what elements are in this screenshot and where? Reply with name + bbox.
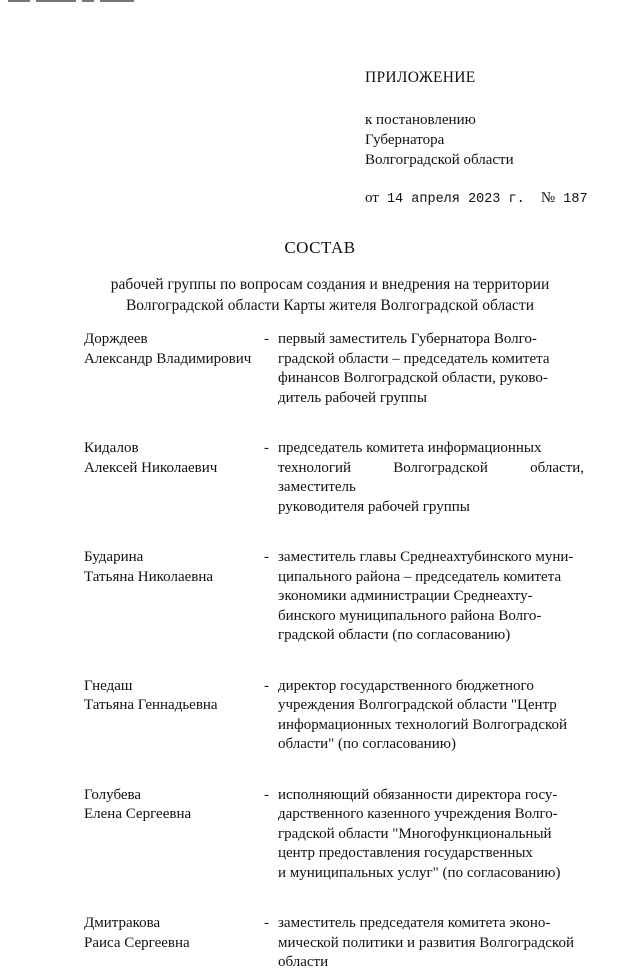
member-given-names: Татьяна Николаевна: [84, 568, 214, 585]
date-prefix: от: [365, 190, 379, 206]
member-name: [84, 330, 264, 408]
member-given-names: Раиса Сергеевна: [84, 934, 190, 951]
member-surname: Дорждеев: [84, 331, 148, 347]
decree-date: 14 апреля 2023 г.: [378, 192, 541, 207]
member-role: директор государственного бюджетного учреждения Волгоградской области "Центр информационных технологий Волгоградской области" (по согласованию): [278, 677, 568, 752]
member-entry: [84, 439, 584, 517]
member-name: [84, 548, 264, 646]
number-sign: №: [540, 190, 556, 206]
member-dash: -: [264, 786, 269, 803]
subtitle-line-1: рабочей группы по вопросам создания и внедрения на территории: [110, 276, 550, 293]
member-surname: Бударина: [84, 549, 144, 565]
appendix-block: [365, 68, 588, 210]
member-surname: Кидалов: [84, 440, 139, 456]
member-surname: Голубева: [84, 786, 142, 803]
member-entry: [84, 330, 584, 408]
member-role: председатель комитета информационных технологий Волгоградской области, заместитель руководителя рабочей группы: [278, 440, 584, 515]
member-dash: -: [264, 331, 269, 347]
member-given-names: Татьяна Геннадьевна: [84, 697, 218, 713]
appendix-title: ПРИЛОЖЕНИЕ: [365, 69, 476, 86]
member-dash: -: [264, 677, 269, 694]
member-role: заместитель главы Среднеахтубинского муни- ципального района – председатель комитета экономики администрации Среднеахту- бинского муниципального района Волго- градской области (по согласованию): [278, 549, 574, 643]
document-title: СОСТАВ: [284, 238, 356, 257]
member-entry: [84, 677, 584, 755]
member-entry: [84, 786, 584, 884]
member-name: [84, 439, 264, 517]
member-surname: Дмитракова: [84, 915, 161, 931]
appendix-line-1: к постановлению: [365, 112, 476, 128]
appendix-date-line: [365, 188, 588, 210]
document-subtitle: [100, 274, 560, 316]
member-given-names: Александр Владимирович: [84, 350, 252, 367]
member-given-names: Елена Сергеевна: [84, 806, 192, 822]
member-name: [84, 914, 264, 973]
appendix-line-3: Волгоградской области: [365, 152, 514, 168]
decree-number: 187: [555, 192, 588, 207]
member-name: [84, 677, 264, 755]
subtitle-line-2: Волгоградской области Карты жителя Волгоградской области: [125, 297, 535, 314]
appendix-line-2: Губернатора: [365, 132, 445, 148]
member-role: заместитель председателя комитета эконо- мической политики и развития Волгоградской области: [278, 915, 574, 970]
member-surname: Гнедаш: [84, 677, 133, 694]
member-role: исполняющий обязанности директора госу- дарственного казенного учреждения Волго- градской области "Многофункциональный центр предоставления государственных и муниципальных услуг" (по согласованию): [278, 786, 561, 881]
member-dash: -: [264, 915, 269, 931]
member-dash: -: [264, 440, 269, 456]
member-dash: -: [264, 549, 269, 565]
member-name: [84, 786, 264, 884]
member-entry: [84, 548, 584, 646]
member-given-names: Алексей Николаевич: [84, 459, 218, 476]
member-entry: [84, 914, 584, 973]
scan-edge-marks: [8, 0, 138, 3]
member-role: первый заместитель Губернатора Волго- градской области – председатель комитета финансов Волгоградской области, руково- дитель рабочей группы: [278, 331, 550, 406]
members-list: [84, 330, 584, 973]
